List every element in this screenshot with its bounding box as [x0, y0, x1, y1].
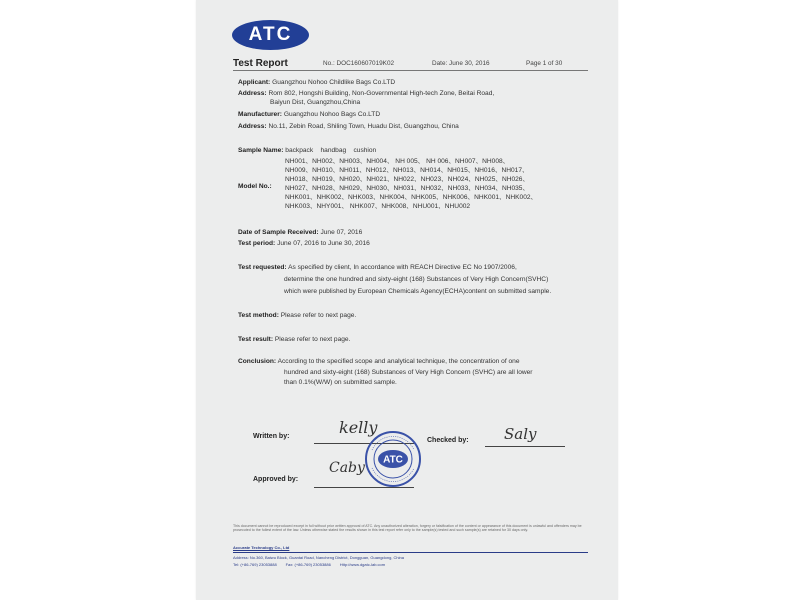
model-label: Model No.: — [238, 183, 272, 190]
written-signature: kelly — [339, 418, 378, 437]
model-line: NHK001、NHK002、NHK003、NHK004、NHK005、NHK006、NHK001、NHK002、 — [285, 194, 538, 201]
method-row — [238, 312, 356, 320]
requested-line3: which were published by European Chemicals Agency(ECHA)content on submitted sample. — [284, 288, 552, 295]
approved-signature: Caby — [329, 460, 365, 476]
requested-label: Test requested: — [238, 264, 287, 271]
report-title: Test Report — [233, 58, 288, 69]
conclusion-line1: According to the specified scope and analytical technique, the concentration of one — [277, 358, 520, 365]
conclusion-label: Conclusion: — [238, 358, 277, 365]
checked-by-label: Checked by: — [427, 437, 469, 444]
checked-signature: Saly — [504, 425, 537, 443]
report-date: Date: June 30, 2016 — [432, 60, 490, 67]
footer-address: Address: No.360, Baiwu Block, Guantai Road, Nancheng District, Dongguan, Guangdong, China — [233, 555, 404, 560]
address1-line1: Rom 802, Hongshi Building, Non-Governmental High-tech Zone, Beitai Road, — [268, 90, 495, 97]
conclusion-line3: than 0.1%(W/W) on submitted sample. — [284, 379, 397, 386]
footer-contact: Tel: (+86-769) 23053888 Fax: (+86-769) 23053886 Http://www.dgatc-lab.com — [233, 562, 386, 567]
checked-signature-line — [485, 446, 565, 447]
received-value: June 07, 2016 — [320, 229, 363, 236]
model-line: NH009、NH010、NH011、NH012、NH013、NH014、NH015、NH016、NH017、 — [285, 167, 529, 174]
written-by-label: Written by: — [253, 433, 290, 440]
result-value: Please refer to next page. — [274, 336, 351, 343]
footer-rule — [233, 552, 588, 553]
approved-by-label: Approved by: — [253, 476, 299, 483]
atc-logo-text: ATC — [248, 24, 293, 45]
page-number: Page 1 of 30 — [526, 60, 563, 67]
result-row — [238, 336, 350, 344]
conclusion-line2: hundred and sixty-eight (168) Substances of Very High Concern (SVHC) are all lower — [284, 369, 533, 376]
period-value: June 07, 2016 to June 30, 2016 — [277, 240, 370, 247]
period-row — [238, 240, 370, 248]
model-line: NHK003、NHY001、 NHK007、NHK008、NHU001、NHU002 — [285, 203, 471, 210]
address2-value: No.11, Zebin Road, Shiling Town, Huadu Dist, Guangzhou, China — [268, 123, 459, 130]
sample-value: backpack handbag cushion — [285, 147, 377, 154]
model-line: NH018、NH019、NH020、NH021、NH022、NH023、NH024、NH025、NH026、 — [285, 176, 530, 183]
period-label: Test period: — [238, 240, 276, 247]
result-label: Test result: — [238, 336, 274, 343]
applicant-row — [238, 79, 395, 87]
requested-row — [238, 264, 517, 272]
sample-row — [238, 147, 376, 155]
address2-row — [238, 123, 459, 131]
atc-logo — [232, 20, 309, 50]
method-label: Test method: — [238, 312, 279, 319]
header-rule — [233, 70, 588, 71]
received-row — [238, 229, 362, 237]
stamp-text: ATC — [383, 454, 403, 466]
received-label: Date of Sample Received: — [238, 229, 319, 236]
model-line: NH001、NH002、NH003、NH004、 NH 005、 NH 006、NH007、NH008、 — [285, 158, 510, 165]
atc-seal-stamp — [364, 430, 422, 488]
requested-line2: determine the one hundred and sixty-eight (168) Substances of Very High Concern(SVHC) — [284, 276, 549, 283]
manufacturer-value: Guangzhou Nohoo Bags Co.LTD — [283, 111, 381, 118]
address1-row — [238, 90, 494, 98]
model-line: NH027、NH028、NH029、NH030、NH031、NH032、NH033、NH034、NH035、 — [285, 185, 530, 192]
address1-label: Address: — [238, 90, 267, 97]
sample-label: Sample Name: — [238, 147, 284, 154]
requested-line1: As specified by client, In accordance with REACH Directive EC No 1907/2006, — [288, 264, 517, 271]
manufacturer-row — [238, 111, 380, 119]
manufacturer-label: Manufacturer: — [238, 111, 282, 118]
address1-line2: Baiyun Dist, Guangzhou,China — [270, 99, 361, 106]
address2-label: Address: — [238, 123, 267, 130]
conclusion-row — [238, 358, 520, 366]
footer-company: Accurate Technology Co., Ltd — [233, 545, 290, 550]
report-number: No.: DOC160607019K02 — [323, 60, 395, 67]
test-report-document — [196, 0, 618, 600]
applicant-value: Guangzhou Nohoo Childlike Bags Co.LTD — [272, 79, 396, 86]
method-value: Please refer to next page. — [280, 312, 357, 319]
applicant-label: Applicant: — [238, 79, 271, 86]
footer-disclaimer: This document cannot be reproduced except in full without prior written approval of ATC. Any unauthorized alteration, forgery or falsification of the content or appearance of this document is unlawful and offenders may be prosecuted to the fullest extent of the law. Unless otherwise stated the results shown in this test report refer only to the sample(s) tested and such sample(s) are retained for 30 days only. — [233, 524, 582, 533]
